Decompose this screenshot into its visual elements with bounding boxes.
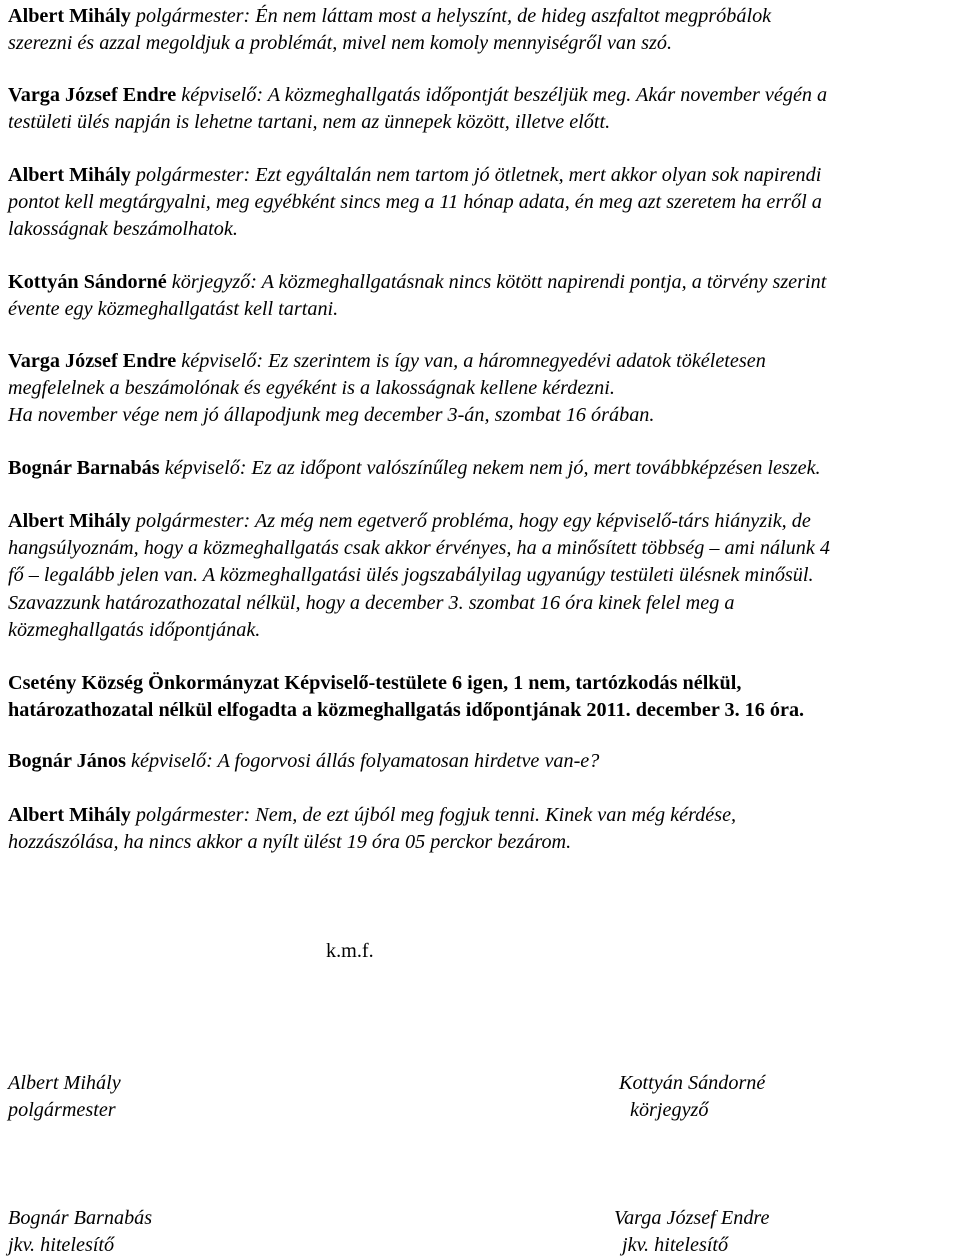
statement-text: Szavazzunk határozathozatal nélkül, hogy a december 3. szombat 16 óra kinek felel meg a	[8, 591, 735, 614]
statement-text: polgármester: Ezt egyáltalán nem tartom jó ötletnek, mert akkor olyan sok napirendi	[130, 164, 822, 186]
signature-authenticator-2	[614, 1205, 770, 1259]
signatory-title: körjegyző	[630, 1099, 709, 1121]
statement-kottyan	[8, 269, 826, 323]
statement-varga-2	[8, 348, 766, 430]
statement-text: képviselő: A közmeghallgatás időpontját beszéljük meg. Akár november végén a	[176, 84, 828, 106]
statement-varga-1	[8, 82, 827, 136]
statement-text: hangsúlyoznám, hogy a közmeghallgatás csak akkor érvényes, ha a minősített többség – ami nálunk 4	[8, 537, 830, 560]
resolution-text	[8, 670, 804, 724]
signatory-name: Kottyán Sándorné	[619, 1072, 766, 1094]
speaker-name: Albert Mihály	[8, 5, 131, 27]
signature-authenticator-1	[8, 1205, 152, 1259]
kmf-mark: k.m.f.	[326, 940, 374, 962]
statement-text: képviselő: A fogorvosi állás folyamatosan hirdetve van-e?	[125, 750, 600, 772]
signatory-title: jkv. hitelesítő	[8, 1234, 115, 1256]
signature-mayor	[8, 1070, 121, 1124]
statement-albert-4	[8, 802, 736, 856]
statement-bognar-janos	[8, 748, 599, 775]
resolution-line: határozathozatal nélkül elfogadta a közmeghallgatás időpontjának 2011. december 3. 16 óra.	[8, 699, 805, 722]
resolution-line: Csetény Község Önkormányzat Képviselő-testülete 6 igen, 1 nem, tartózkodás nélkül,	[8, 672, 742, 694]
statement-text: polgármester: Nem, de ezt újból meg fogjuk tenni. Kinek van még kérdése,	[130, 804, 737, 826]
statement-text: körjegyző: A közmeghallgatásnak nincs kötött napirendi pontja, a törvény szerint	[166, 271, 827, 293]
statement-albert-3	[8, 508, 830, 644]
statement-text: polgármester: Én nem láttam most a helyszínt, de hideg aszfaltot megpróbálok	[130, 5, 772, 27]
statement-text: lakosságnak beszámolhatok.	[8, 218, 238, 241]
statement-text: hozzászólása, ha nincs akkor a nyílt ülést 19 óra 05 perckor bezárom.	[8, 831, 572, 854]
speaker-name: Varga József Endre	[8, 84, 177, 106]
statement-text: képviselő: Ez szerintem is így van, a háromnegyedévi adatok tökéletesen	[176, 350, 766, 372]
statement-albert-1	[8, 3, 771, 57]
speaker-name: Varga József Endre	[8, 350, 177, 372]
signatory-name: Varga József Endre	[614, 1207, 770, 1229]
statement-text: képviselő: Ez az időpont valószínűleg nekem nem jó, mert továbbképzésen leszek.	[159, 457, 821, 479]
statement-text: megfelelnek a beszámolónak és egyéként is a lakosságnak kellene kérdezni.	[8, 377, 615, 400]
statement-text: testületi ülés napján is lehetne tartani, nem az ünnepek között, illetve előtt.	[8, 111, 611, 134]
signatory-title: jkv. hitelesítő	[622, 1234, 729, 1256]
statement-text: polgármester: Az még nem egetverő probléma, hogy egy képviselő-társ hiányzik, de	[130, 510, 811, 532]
speaker-name: Albert Mihály	[8, 164, 131, 186]
statement-text: szerezni és azzal megoldjuk a problémát, mivel nem komoly mennyiségről van szó.	[8, 32, 673, 55]
signatory-name: Bognár Barnabás	[8, 1207, 153, 1229]
speaker-name: Bognár Barnabás	[8, 457, 160, 479]
statement-text: fő – legalább jelen van. A közmeghallgatási ülés jogszabályilag ugyanúgy testületi ülésnek minősül.	[8, 564, 814, 587]
statement-albert-2	[8, 162, 822, 244]
statement-text: évente egy közmeghallgatást kell tartani.	[8, 298, 339, 321]
speaker-name: Kottyán Sándorné	[8, 271, 167, 293]
signatory-title: polgármester	[8, 1099, 116, 1121]
statement-text: közmeghallgatás időpontjának.	[8, 618, 261, 641]
statement-text: Ha november vége nem jó állapodjunk meg december 3-án, szombat 16 órában.	[8, 404, 655, 427]
speaker-name: Albert Mihály	[8, 510, 131, 532]
speaker-name: Bognár János	[8, 750, 126, 772]
statement-bognar-barnabas	[8, 455, 821, 482]
signatory-name: Albert Mihály	[8, 1072, 121, 1094]
speaker-name: Albert Mihály	[8, 804, 131, 826]
signature-notary	[619, 1070, 765, 1124]
statement-text: pontot kell megtárgyalni, meg egyébként sincs meg a 11 hónap adata, én meg azt szeretem ha erről a	[8, 191, 822, 214]
